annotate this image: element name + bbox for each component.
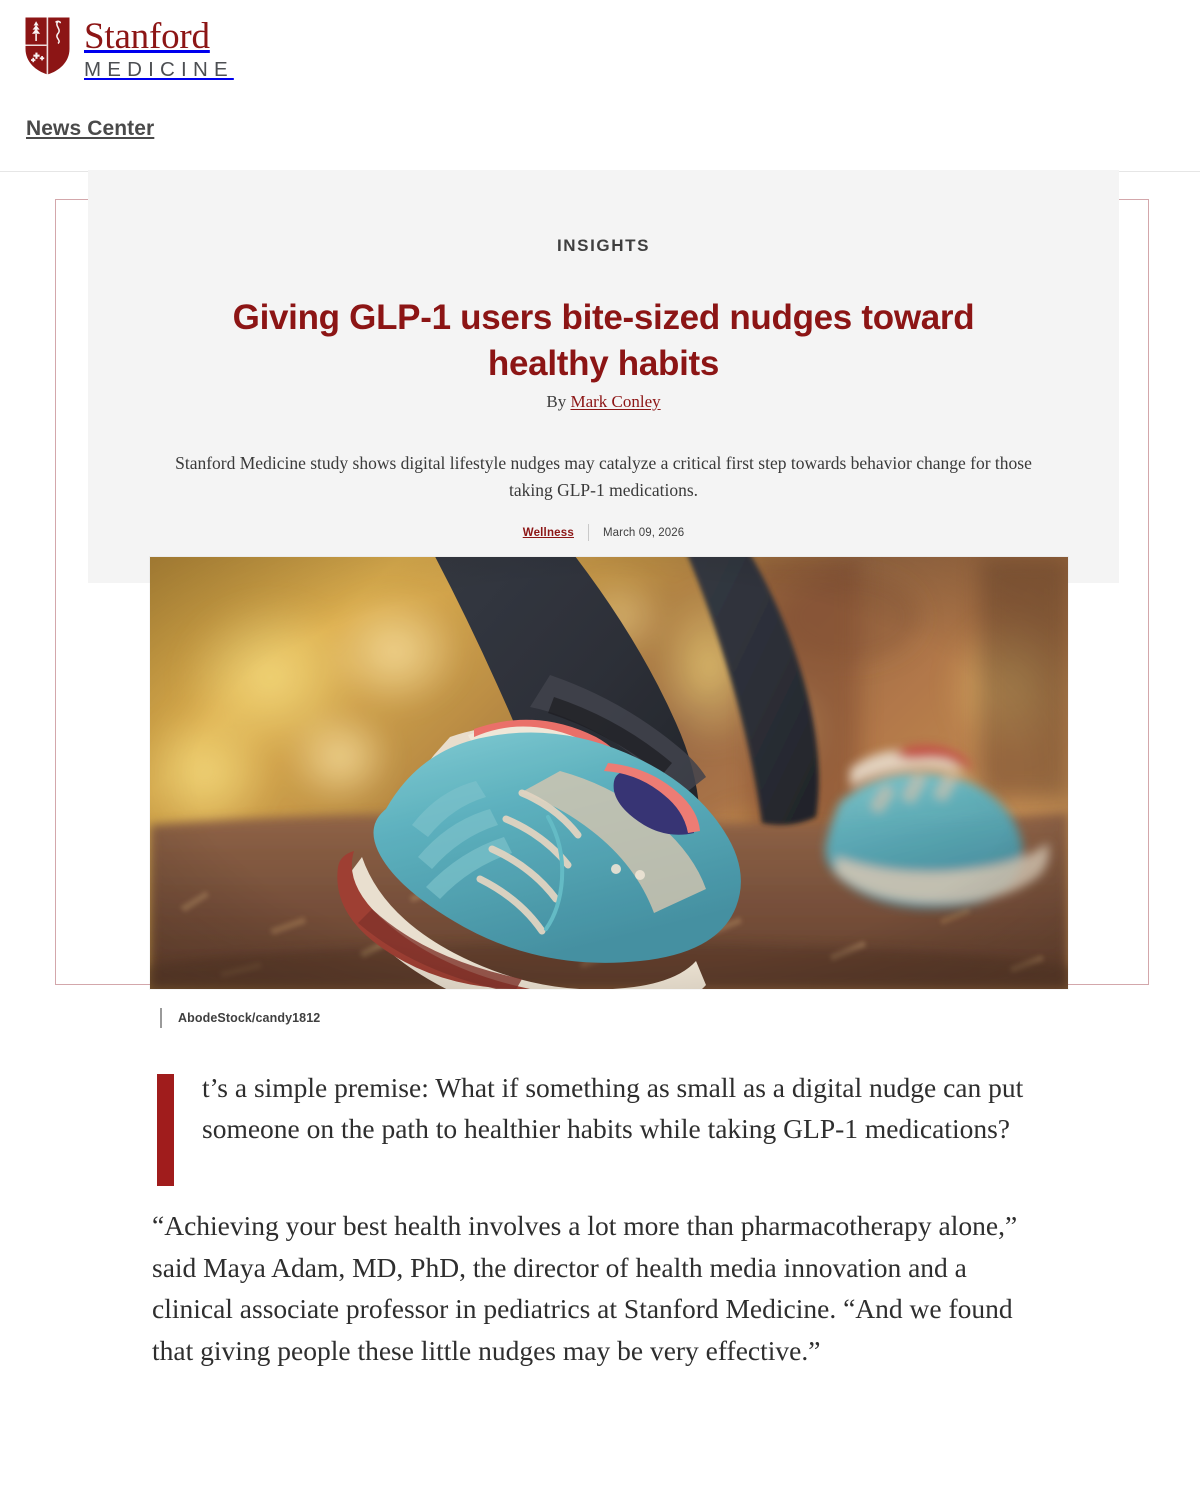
article-header-panel xyxy=(88,170,1119,583)
body-paragraph-2: “Achieving your best health involves a lot more than pharmacotherapy alone,” said Maya Adam, MD, PhD, the director of health media innovation and a clinical associate professor in pediatrics at Stanford Medicine. “And we found that giving people these little nudges may be very effective.” xyxy=(152,1210,1018,1366)
brand-wordmark xyxy=(84,16,234,80)
article-eyebrow: INSIGHTS xyxy=(556,236,651,255)
article-deck: Stanford Medicine study shows digital lifestyle nudges may catalyze a critical first step towards behavior change for those taking GLP-1 medications. xyxy=(175,452,1032,500)
image-caption xyxy=(160,1008,320,1028)
byline xyxy=(88,392,1119,412)
hero-image xyxy=(150,557,1068,989)
lede-text: t’s a simple premise: What if something as small as a digital nudge can put someone on the path to healthier habits while taking GLP-1 medications? xyxy=(202,1072,1024,1144)
article-meta xyxy=(88,524,1119,541)
caption-credit: AbodeStock/candy1812 xyxy=(178,1011,321,1025)
page-title: Giving GLP-1 users bite-sized nudges toward healthy habits xyxy=(232,298,975,383)
lede-paragraph xyxy=(152,1068,1052,1149)
brand-secondary-text: MEDICINE xyxy=(84,57,234,81)
site-header xyxy=(0,0,1200,172)
dropcap-letter xyxy=(157,1074,174,1186)
news-center-link[interactable]: News Center xyxy=(26,117,155,140)
byline-prefix: By xyxy=(546,392,567,411)
meta-divider xyxy=(588,524,589,541)
stanford-medicine-logo[interactable] xyxy=(24,16,234,80)
caption-accent-bar xyxy=(160,1008,162,1028)
article-body xyxy=(152,1068,1052,1371)
brand-primary-text: Stanford xyxy=(84,16,210,57)
author-link[interactable]: Mark Conley xyxy=(570,392,661,411)
stanford-shield-icon xyxy=(24,16,71,76)
topic-tag-wellness[interactable]: Wellness xyxy=(522,526,574,539)
hero-photo-sneakers xyxy=(150,557,1068,989)
publish-date: March 09, 2026 xyxy=(602,526,685,539)
